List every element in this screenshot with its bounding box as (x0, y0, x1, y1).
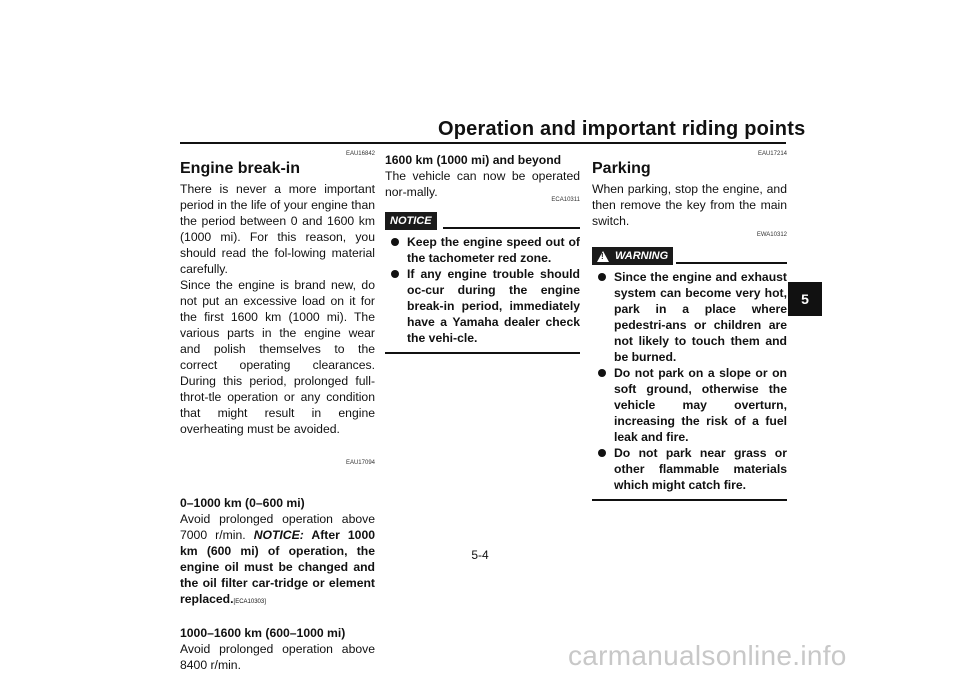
paragraph: There is never a more important period in the life of your engine than the period between 0 and 1600 km (1000 mi). For this reason, you should read the fol-lowing material carefully. (180, 182, 375, 276)
paragraph-text: Avoid prolonged operation above 7000 r/min. (180, 512, 375, 542)
list-item: Since the engine and exhaust system can become very hot, park in a place where pedestri-ans or children are not likely to touch them and be burned. (592, 269, 787, 365)
paragraph-notice (180, 511, 375, 610)
section-heading-engine-break-in: Engine break-in (180, 160, 301, 177)
header-rule (180, 142, 786, 144)
list-item: Do not park near grass or other flammable materials which might catch fire. (592, 445, 787, 493)
section-code: EAU17094 (345, 460, 375, 466)
notice-badge: NOTICE (385, 212, 437, 230)
chapter-tab[interactable]: 5 (788, 282, 822, 316)
section-code: EAU16842 (345, 151, 375, 157)
notice-list (385, 234, 580, 346)
inline-notice-label: NOTICE: (253, 528, 304, 542)
warning-label: WARNING (615, 250, 669, 262)
subheading: 0–1000 km (0–600 mi) (180, 496, 305, 510)
notice-header (385, 212, 580, 230)
list-item: Do not park on a slope or on soft ground, otherwise the vehicle may overturn, increasing the risk of a fuel leak and fire. (592, 365, 787, 445)
warning-list (592, 269, 787, 493)
watermark: carmanualsonline.info (568, 640, 847, 671)
inline-code: [ECA10303] (233, 599, 266, 605)
paragraph: Avoid prolonged operation above 8400 r/min. (180, 642, 375, 672)
notice-rule (443, 227, 580, 229)
paragraph: When parking, stop the engine, and then remove the key from the main switch. (592, 182, 787, 228)
notice-code: ECA10311 (551, 197, 580, 203)
warning-triangle-icon (597, 251, 609, 262)
inline-notice-text: After 1000 km (600 mi) of operation, the engine oil must be changed and the oil filter car-tridge or element replaced. (180, 528, 375, 606)
warning-rule (676, 262, 787, 264)
warning-end-rule (592, 499, 787, 501)
list-item: Keep the engine speed out of the tachometer red zone. (385, 234, 580, 266)
warning-header (592, 247, 787, 265)
section-heading-parking: Parking (592, 160, 651, 177)
page-header-title: Operation and important riding points (438, 118, 806, 140)
section-code: EAU17214 (757, 151, 787, 157)
warning-badge (592, 247, 673, 265)
column-2 (385, 152, 580, 354)
column-1 (180, 150, 375, 673)
column-3 (592, 150, 787, 501)
subheading: 1600 km (1000 mi) and beyond (385, 153, 562, 167)
notice-end-rule (385, 352, 580, 354)
paragraph: The vehicle can now be operated nor-mally. (385, 169, 580, 199)
subheading: 1000–1600 km (600–1000 mi) (180, 626, 346, 640)
warning-code: EWA10312 (756, 232, 787, 238)
list-item: If any engine trouble should oc-cur during the engine break-in period, immediately have a Yamaha dealer check the vehi-cle. (385, 266, 580, 346)
page-number: 5-4 (471, 548, 489, 562)
paragraph: Since the engine is brand new, do not put an excessive load on it for the first 1600 km (1000 mi). The various parts in the engine wear and polish themselves to the correct operating clearances. During this period, prolonged full-throt-tle operation or any condition that might result in engine overheating must be avoided. (180, 278, 375, 436)
